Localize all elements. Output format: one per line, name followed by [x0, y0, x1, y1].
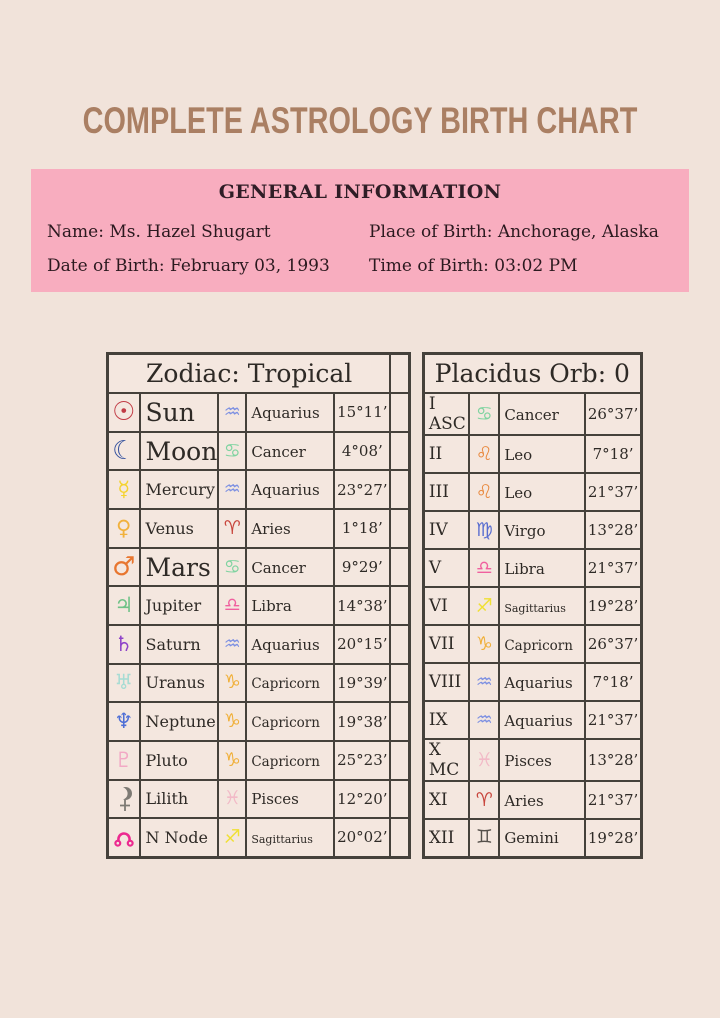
zodiac-header-row — [108, 353, 410, 393]
degree-cell — [585, 701, 641, 739]
degree-value: 20°02’ — [337, 828, 388, 847]
sign-name-cell — [246, 470, 334, 509]
sign-name: Pisces — [504, 751, 552, 770]
sign-name-cell — [499, 781, 585, 819]
house-label-cell — [423, 435, 469, 473]
planet-icon-cell — [108, 432, 140, 471]
house-row — [423, 739, 641, 781]
house-row — [423, 549, 641, 587]
planet-name: Venus — [145, 518, 194, 538]
aquarius-icon: ♒ — [475, 708, 493, 731]
degree-value: 15°11’ — [337, 403, 388, 422]
planet-row — [108, 509, 410, 548]
house-label-cell — [423, 701, 469, 739]
house-row — [423, 781, 641, 819]
planet-name-cell — [140, 586, 219, 625]
saturn-icon: ♄ — [114, 631, 134, 656]
venus-icon: ♀ — [116, 515, 132, 540]
house-label: III — [428, 482, 449, 503]
house-row — [423, 587, 641, 625]
house-label: IV — [428, 520, 448, 541]
house-label: IX — [428, 710, 448, 731]
planet-icon-cell — [108, 818, 140, 857]
spacer-cell — [390, 702, 409, 741]
sign-name-cell — [246, 432, 334, 471]
planet-row — [108, 741, 410, 780]
sign-icon-cell — [218, 818, 246, 857]
planet-icon-cell — [108, 741, 140, 780]
cancer-icon: ♋ — [223, 555, 241, 578]
sign-name: Aquarius — [251, 635, 320, 654]
mars-icon: ♂ — [112, 552, 136, 582]
degree-value: 26°37’ — [587, 405, 639, 424]
degree-value: 19°28’ — [587, 597, 639, 616]
general-info-grid — [47, 222, 689, 276]
spacer-cell — [390, 664, 409, 703]
sign-icon-cell — [469, 819, 499, 857]
degree-cell — [585, 663, 641, 701]
house-label-cell — [423, 587, 469, 625]
planet-name-cell — [140, 432, 219, 471]
spacer-cell — [390, 432, 409, 471]
degree-value: 7°18’ — [592, 673, 634, 692]
degree-cell — [585, 625, 641, 663]
degree-cell — [585, 511, 641, 549]
sign-name: Aries — [251, 519, 291, 538]
planet-row — [108, 664, 410, 703]
house-row — [423, 473, 641, 511]
degree-value: 26°37’ — [587, 635, 639, 654]
house-label: X MC — [428, 740, 460, 781]
planet-name-cell — [140, 702, 219, 741]
planet-name: Lilith — [145, 789, 189, 809]
sign-icon-cell — [218, 702, 246, 741]
sign-name-cell — [499, 663, 585, 701]
sign-icon-cell — [469, 393, 499, 435]
general-info-heading: GENERAL INFORMATION — [218, 180, 502, 203]
degree-cell — [334, 664, 390, 703]
capricorn-icon: ♑ — [223, 710, 241, 733]
degree-cell — [334, 470, 390, 509]
spacer-cell — [390, 780, 409, 819]
sagittarius-icon: ♐ — [223, 825, 241, 848]
lilith-icon — [114, 786, 134, 812]
uranus-icon: ♅ — [114, 670, 134, 695]
degree-cell — [585, 781, 641, 819]
spacer-cell — [390, 818, 409, 857]
sign-name-cell — [246, 702, 334, 741]
degree-cell — [585, 473, 641, 511]
sign-icon-cell — [469, 625, 499, 663]
sign-icon-cell — [218, 780, 246, 819]
house-label: II — [428, 444, 443, 465]
house-row — [423, 701, 641, 739]
lilith-glyph — [114, 786, 134, 812]
house-label: XI — [428, 790, 448, 811]
degree-value: 13°28’ — [587, 751, 639, 770]
degree-value: 7°18’ — [592, 445, 634, 464]
sign-name: Aquarius — [251, 403, 320, 422]
degree-cell — [334, 432, 390, 471]
sign-name-cell — [499, 587, 585, 625]
sign-name-cell — [246, 509, 334, 548]
degree-value: 13°28’ — [587, 521, 639, 540]
sign-name: Aries — [504, 791, 544, 810]
house-label-cell — [423, 781, 469, 819]
planet-name: Moon — [145, 436, 218, 466]
planet-row — [108, 818, 410, 857]
sign-name: Cancer — [504, 405, 559, 424]
sign-icon-cell — [469, 701, 499, 739]
degree-value: 19°28’ — [587, 828, 639, 847]
jupiter-icon: ♃ — [114, 593, 134, 618]
house-label-cell — [423, 549, 469, 587]
planet-row — [108, 625, 410, 664]
sign-name-cell — [246, 625, 334, 664]
planet-name: Saturn — [145, 634, 201, 654]
house-row — [423, 819, 641, 857]
zodiac-table — [106, 352, 411, 859]
aries-icon: ♈ — [475, 788, 493, 811]
sign-name-cell — [499, 625, 585, 663]
planet-row — [108, 586, 410, 625]
sign-name: Cancer — [251, 558, 306, 577]
planet-name: Sun — [145, 397, 195, 427]
degree-cell — [334, 586, 390, 625]
gemini-icon: ♊ — [475, 826, 493, 849]
sign-icon-cell — [218, 664, 246, 703]
planet-name: N Node — [145, 827, 208, 847]
sign-icon-cell — [469, 739, 499, 781]
planet-row — [108, 548, 410, 587]
planet-row — [108, 393, 410, 432]
sign-name-cell — [499, 511, 585, 549]
house-label: VI — [428, 596, 448, 617]
sign-icon-cell — [469, 663, 499, 701]
planet-icon-cell — [108, 586, 140, 625]
sign-icon-cell — [469, 511, 499, 549]
house-label: VIII — [428, 672, 462, 693]
house-row — [423, 435, 641, 473]
planet-icon-cell — [108, 664, 140, 703]
planet-icon-cell — [108, 548, 140, 587]
sign-icon-cell — [218, 741, 246, 780]
capricorn-icon: ♑ — [223, 671, 241, 694]
pisces-icon: ♓ — [223, 787, 241, 810]
sagittarius-icon: ♐ — [475, 594, 493, 617]
planet-name-cell — [140, 664, 219, 703]
degree-value: 12°20’ — [337, 789, 388, 808]
sign-icon-cell — [218, 432, 246, 471]
sign-name: Leo — [504, 445, 533, 464]
sign-name: Cancer — [251, 442, 306, 461]
neptune-icon: ♆ — [114, 709, 134, 734]
sign-name-cell — [499, 819, 585, 857]
degree-value: 21°37’ — [587, 791, 639, 810]
name-field: Name: Ms. Hazel Shugart — [47, 221, 271, 242]
capricorn-icon: ♑ — [223, 748, 241, 771]
house-label-cell — [423, 393, 469, 435]
degree-cell — [585, 819, 641, 857]
degree-cell — [585, 549, 641, 587]
general-info-panel — [31, 169, 689, 292]
degree-value: 21°37’ — [587, 483, 639, 502]
planet-name: Uranus — [145, 673, 205, 693]
house-label: VII — [428, 634, 455, 655]
sign-icon-cell — [218, 509, 246, 548]
pluto-icon: ♇ — [114, 747, 134, 772]
sign-icon-cell — [218, 586, 246, 625]
house-label: I ASC — [428, 394, 466, 435]
aquarius-icon: ♒ — [475, 670, 493, 693]
sign-name: Aquarius — [504, 673, 573, 692]
sign-name: Sagittarius — [251, 832, 313, 846]
degree-value: 4°08’ — [341, 442, 383, 461]
sign-name: Capricorn — [251, 715, 320, 732]
house-label: XII — [428, 827, 455, 848]
date-of-birth-field: Date of Birth: February 03, 1993 — [47, 255, 330, 276]
spacer-cell — [390, 548, 409, 587]
planet-name: Pluto — [145, 750, 188, 770]
degree-value: 19°39’ — [337, 673, 388, 692]
degree-cell — [334, 393, 390, 432]
planet-name-cell — [140, 625, 219, 664]
north-node-icon — [113, 825, 135, 849]
degree-cell — [334, 818, 390, 857]
page-title: COMPLETE ASTROLOGY BIRTH CHART — [82, 100, 638, 141]
libra-icon: ♎ — [223, 594, 241, 617]
house-row — [423, 663, 641, 701]
house-row — [423, 393, 641, 435]
house-label-cell — [423, 473, 469, 511]
house-label-cell — [423, 739, 469, 781]
zodiac-table-title: Zodiac: Tropical — [108, 353, 391, 393]
planet-icon-cell — [108, 702, 140, 741]
sign-icon-cell — [469, 473, 499, 511]
cancer-icon: ♋ — [223, 439, 241, 462]
chart-tables — [106, 352, 720, 859]
house-row — [423, 625, 641, 663]
sign-name-cell — [499, 473, 585, 511]
sign-name-cell — [246, 586, 334, 625]
degree-value: 23°27’ — [337, 480, 388, 499]
planet-name-cell — [140, 393, 219, 432]
leo-icon: ♌ — [475, 480, 493, 503]
planet-name: Jupiter — [145, 596, 202, 616]
degree-value: 14°38’ — [337, 596, 388, 615]
sign-name: Capricorn — [504, 637, 573, 654]
aries-icon: ♈ — [223, 516, 241, 539]
sign-icon-cell — [218, 393, 246, 432]
sign-name: Sagittarius — [504, 601, 566, 615]
virgo-icon: ♍ — [475, 518, 493, 541]
sign-icon-cell — [218, 470, 246, 509]
planet-row — [108, 780, 410, 819]
degree-cell — [585, 435, 641, 473]
degree-cell — [334, 509, 390, 548]
north-node-glyph — [113, 825, 135, 849]
aquarius-icon: ♒ — [223, 400, 241, 423]
house-row — [423, 511, 641, 549]
sign-name: Pisces — [251, 790, 299, 809]
planet-name-cell — [140, 548, 219, 587]
spacer-cell — [390, 509, 409, 548]
sign-icon-cell — [469, 435, 499, 473]
degree-value: 9°29’ — [341, 558, 383, 576]
degree-cell — [585, 587, 641, 625]
degree-cell — [334, 702, 390, 741]
spacer-cell — [390, 625, 409, 664]
sign-name: Libra — [504, 559, 545, 578]
sign-name-cell — [246, 818, 334, 857]
degree-cell — [585, 739, 641, 781]
aquarius-icon: ♒ — [223, 478, 241, 501]
degree-cell — [585, 393, 641, 435]
spacer-cell — [390, 353, 409, 393]
placidus-table — [422, 352, 643, 859]
planet-name-cell — [140, 780, 219, 819]
planet-name-cell — [140, 818, 219, 857]
sign-name-cell — [499, 435, 585, 473]
aquarius-icon: ♒ — [223, 632, 241, 655]
degree-value: 1°18’ — [341, 519, 383, 538]
sign-name-cell — [499, 393, 585, 435]
placidus-table-title: Placidus Orb: 0 — [423, 353, 641, 393]
leo-icon: ♌ — [475, 442, 493, 465]
planet-name: Mercury — [145, 480, 215, 500]
sign-icon-cell — [469, 587, 499, 625]
sign-name: Leo — [504, 483, 533, 502]
spacer-cell — [390, 586, 409, 625]
sign-name: Libra — [251, 597, 292, 616]
sign-name: Aquarius — [504, 711, 573, 730]
planet-icon-cell — [108, 625, 140, 664]
spacer-cell — [390, 470, 409, 509]
planet-row — [108, 470, 410, 509]
sign-icon-cell — [218, 625, 246, 664]
time-of-birth-field: Time of Birth: 03:02 PM — [369, 255, 578, 276]
sign-name: Capricorn — [251, 676, 320, 693]
sign-name: Virgo — [504, 521, 546, 540]
sign-name-cell — [246, 780, 334, 819]
capricorn-icon: ♑ — [475, 632, 493, 655]
house-label-cell — [423, 625, 469, 663]
sign-name: Gemini — [504, 829, 559, 848]
house-label-cell — [423, 819, 469, 857]
spacer-cell — [390, 393, 409, 432]
sign-name-cell — [246, 548, 334, 587]
house-label-cell — [423, 511, 469, 549]
planet-icon-cell — [108, 393, 140, 432]
planet-name: Neptune — [145, 712, 216, 732]
sign-name: Capricorn — [251, 753, 320, 770]
house-label: V — [428, 558, 442, 579]
planet-name-cell — [140, 741, 219, 780]
planet-row — [108, 432, 410, 471]
degree-value: 21°37’ — [587, 559, 639, 578]
sign-name-cell — [499, 739, 585, 781]
sign-name: Aquarius — [251, 481, 320, 500]
degree-cell — [334, 780, 390, 819]
degree-cell — [334, 548, 390, 587]
sign-name-cell — [246, 664, 334, 703]
degree-value: 25°23’ — [337, 751, 388, 770]
planet-name-cell — [140, 470, 219, 509]
degree-value: 21°37’ — [587, 711, 639, 730]
planet-icon-cell — [108, 780, 140, 819]
planet-name: Mars — [145, 552, 211, 582]
sign-icon-cell — [218, 548, 246, 587]
place-of-birth-field: Place of Birth: Anchorage, Alaska — [369, 221, 659, 242]
moon-icon: ☾ — [112, 436, 136, 467]
sun-icon: ☉ — [112, 397, 136, 428]
cancer-icon: ♋ — [475, 402, 493, 425]
mercury-icon: ☿ — [117, 477, 131, 502]
degree-value: 20°15’ — [337, 635, 388, 654]
sign-name-cell — [246, 393, 334, 432]
planet-name-cell — [140, 509, 219, 548]
libra-icon: ♎ — [475, 556, 493, 579]
sign-name-cell — [499, 549, 585, 587]
planet-icon-cell — [108, 470, 140, 509]
planet-icon-cell — [108, 509, 140, 548]
degree-cell — [334, 741, 390, 780]
degree-cell — [334, 625, 390, 664]
house-label-cell — [423, 663, 469, 701]
sign-icon-cell — [469, 781, 499, 819]
sign-icon-cell — [469, 549, 499, 587]
sign-name-cell — [246, 741, 334, 780]
pisces-icon: ♓ — [475, 748, 493, 771]
sign-name-cell — [499, 701, 585, 739]
planet-row — [108, 702, 410, 741]
placidus-header-row — [423, 353, 641, 393]
degree-value: 19°38’ — [337, 712, 388, 731]
spacer-cell — [390, 741, 409, 780]
